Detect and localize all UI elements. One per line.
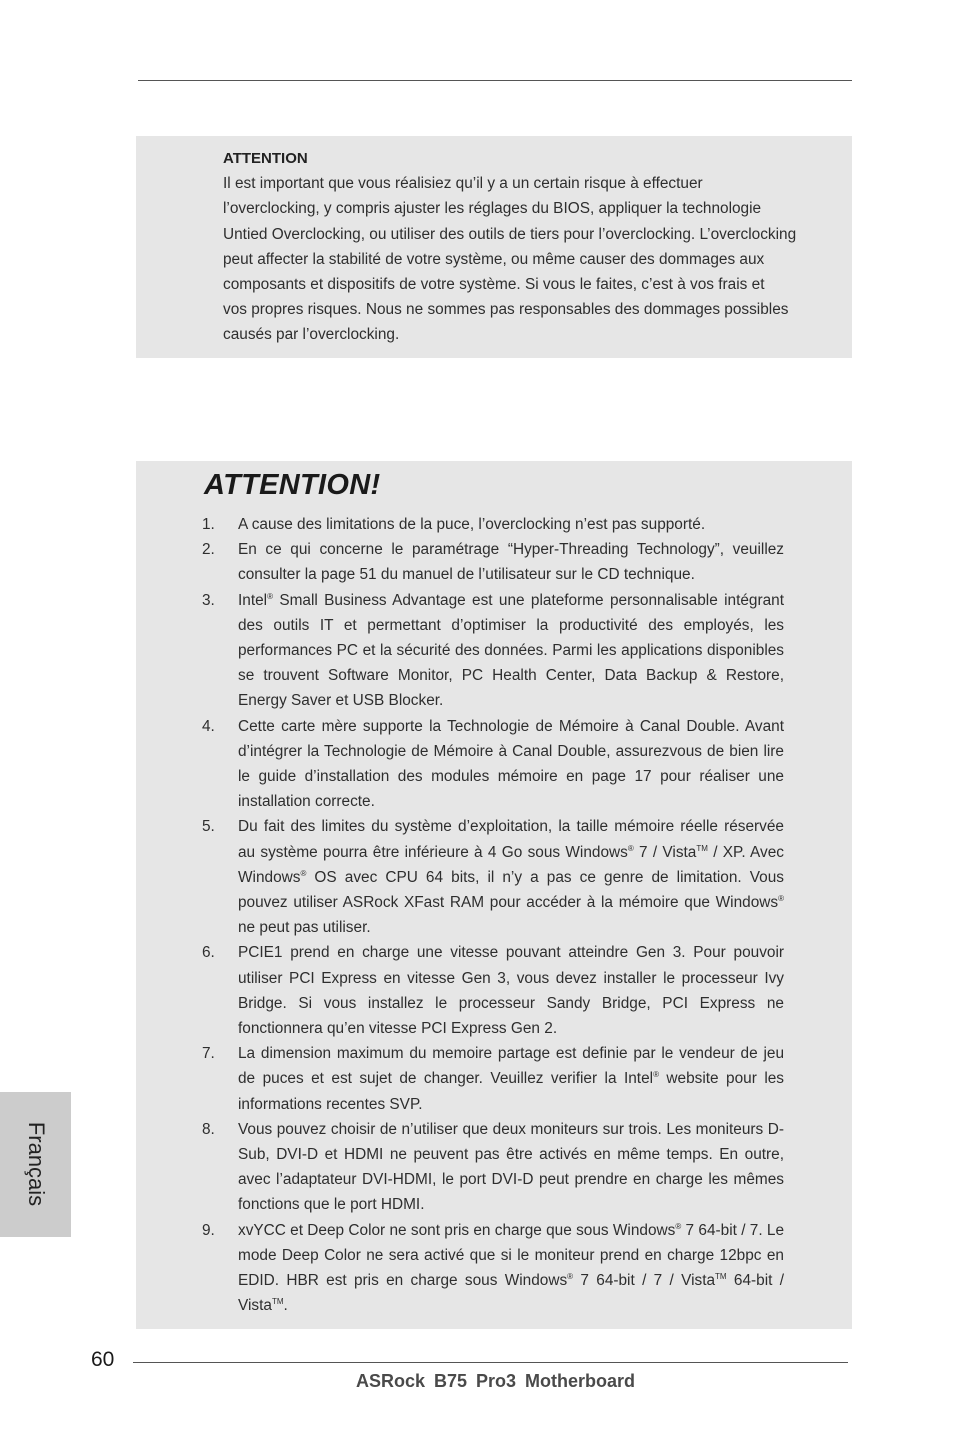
warning-title: ATTENTION (223, 150, 308, 167)
footer-title: ASRock B75 Pro3 Motherboard (356, 1371, 636, 1391)
notes-title: ATTENTION! (204, 469, 381, 501)
note-item (202, 714, 784, 815)
note-item (202, 537, 784, 587)
warning-content (223, 146, 853, 348)
note-item (202, 1117, 784, 1218)
page-number: 60 (91, 1348, 115, 1371)
note-text: Intel® Small Business Advantage est une plateforme personnalisable intégrant des outils IT et permettant d’optimiser la productivité des employés, les performances PC et la sécurité des données. Parmi les applications disponibles se trouvent Software Monitor, PC Health Center, Data Backup & Restore, Energy Saver et USB Blocker. (238, 591, 784, 710)
header-rule (138, 80, 852, 81)
note-number: 7. (202, 1045, 215, 1063)
footer-rule (133, 1362, 848, 1363)
notes-box (136, 461, 852, 1329)
note-text: Vous pouvez choisir de n’utiliser que deux moniteurs sur trois. Les moniteurs D-Sub, DVI-D et HDMI ne peuvent pas être activés en même temps. En outre, avec l’adaptateur DVI-HDMI, le port DVI-D peut prendre en charge les mêmes fonctions que le port HDMI. (238, 1120, 784, 1214)
notes-list (202, 512, 784, 1319)
note-item (202, 940, 784, 1041)
warning-line: l’overclocking, y compris ajuster les réglages du BIOS, appliquer la technologie (223, 200, 762, 218)
note-item (202, 588, 784, 714)
note-text: La dimension maximum du memoire partage est definie par le vendeur de jeu de puces et est sujet de changer. Veuillez verifier la Intel® website pour les informations recentes SVP. (238, 1045, 784, 1113)
note-text: Cette carte mère supporte la Technologie de Mémoire à Canal Double. Avant d’intégrer la Technologie de Mémoire à Canal Double, assurezvous de bien lire le guide d’installation des modules mémoire en page 17 pour réaliser une installation correcte. (238, 717, 784, 811)
note-number: 1. (202, 516, 215, 533)
note-item (202, 1041, 784, 1117)
overclocking-warning-box (136, 136, 852, 358)
note-text: PCIE1 prend en charge une vitesse pouvant atteindre Gen 3. Pour pouvoir utiliser PCI Express en vitesse Gen 3, vous devez installer le processeur Ivy Bridge. Si vous installez le processeur Sandy Bridge, PCI Express ne fonctionnera qu’en vitesse PCI Express Gen 2. (238, 944, 784, 1038)
note-item (202, 814, 784, 940)
warning-line: vos propres risques. Nous ne sommes pas responsables des dommages possibles (223, 301, 789, 319)
warning-line: Il est important que vous réalisiez qu’il y a un certain risque à effectuer (223, 175, 703, 193)
note-number: 2. (202, 541, 215, 559)
note-number: 8. (202, 1120, 215, 1138)
note-number: 5. (202, 818, 215, 836)
note-number: 3. (202, 591, 215, 609)
warning-line: composants et dispositifs de votre système. Si vous le faites, c’est à vos frais et (223, 276, 765, 294)
note-item (202, 1218, 784, 1319)
note-number: 9. (202, 1221, 215, 1239)
note-text: xvYCC et Deep Color ne sont pris en charge que sous Windows® 7 64-bit / 7. Le mode Deep Color ne sera activé que si le moniteur prend en charge 12bpc en EDID. HBR est pris en charge sous Windows® 7 64-bit / 7 / Vista™ 64-bit / Vista™. (238, 1221, 785, 1315)
warning-line: causés par l’overclocking. (223, 326, 400, 344)
note-number: 6. (202, 944, 215, 962)
note-text: Du fait des limites du système d’exploitation, la taille mémoire réelle réservée au système pourra être inférieure à 4 Go sous Windows® 7 / Vista™ / XP. Avec Windows® OS avec CPU 64 bits, il n’y a pas ce genre de limitation. Vous pouvez utiliser ASRock XFast RAM pour accéder à la mémoire que Windows® ne peut pas utiliser. (238, 818, 784, 937)
warning-line: peut affecter la stabilité de votre système, ou même causer des dommages aux (223, 250, 765, 268)
warning-line: Untied Overclocking, ou utiliser des outils de tiers pour l’overclocking. L’overclocking (223, 225, 797, 243)
note-text: En ce qui concerne le paramétrage “Hyper-Threading Technology”, veuillez consulter la page 51 du manuel de l’utilisateur sur le CD technique. (238, 541, 784, 584)
language-label: Français (24, 1121, 49, 1207)
language-side-tab (0, 1092, 71, 1237)
note-number: 4. (202, 717, 215, 735)
note-text: A cause des limitations de la puce, l’overclocking n’est pas supporté. (238, 516, 706, 533)
note-item (202, 512, 784, 537)
